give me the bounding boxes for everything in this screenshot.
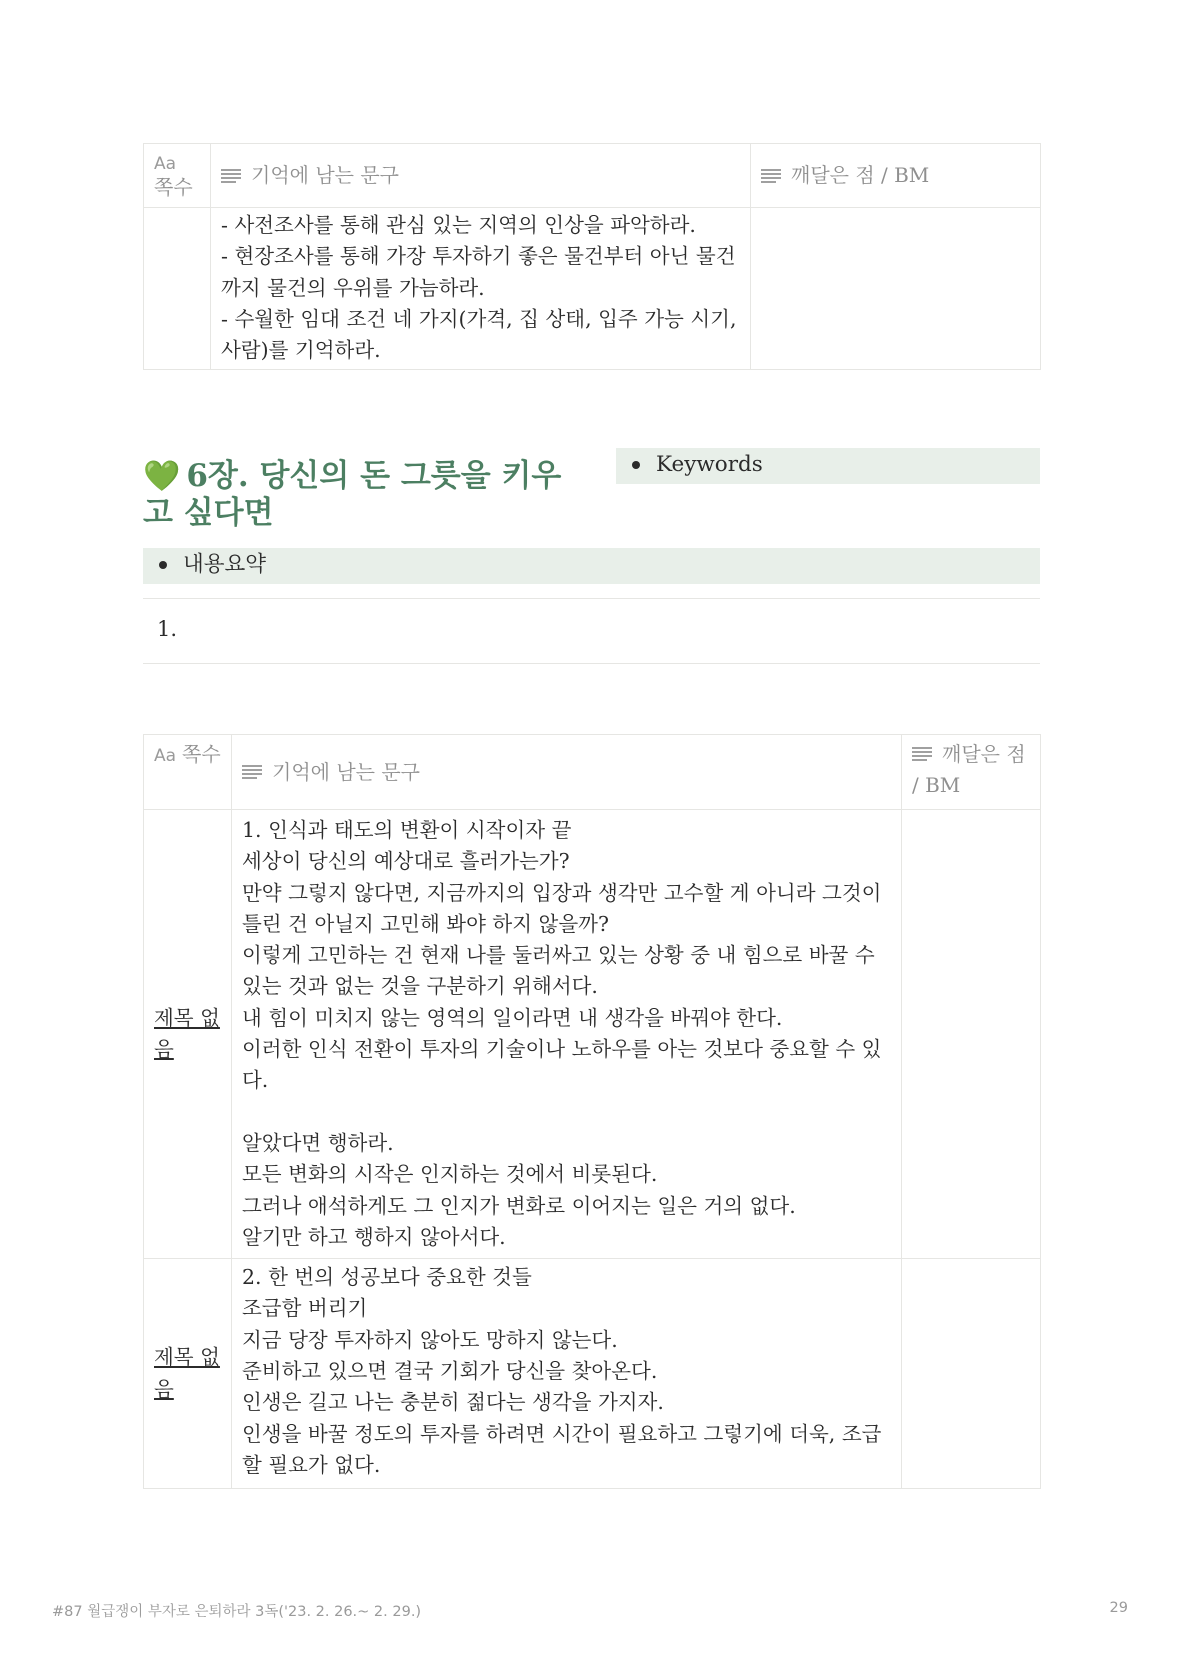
- table-row: [144, 810, 1041, 1259]
- summary-callout[interactable]: [143, 548, 1040, 584]
- header-quote-label: 기억에 남는 문구: [272, 759, 420, 784]
- table-header-row: [144, 144, 1041, 208]
- cell-quote[interactable]: 1. 인식과 태도의 변환이 시작이자 끝 세상이 당신의 예상대로 흘러가는가? 만약 그렇지 않다면, 지금까지의 입장과 생각만 고수할 게 아니라 그것이 틀린 건 아닐지 고민해 봐야 하지 않을까? 이렇게 고민하는 건 현재 나를 둘러싸고 있는 상황 중 내 힘으로 바꿀 수 있는 것과 없는 것을 구분하기 위해서다. 내 힘이 미치지 않는 영역의 일이라면 내 생각을 바꿔야 한다. 이러한 인식 전환이 투자의 기술이나 노하우를 아는 것보다 중요할 수 있 다. 알았다면 행하라. 모든 변화의 시작은 인지하는 것에서 비롯된다. 그러나 애석하게도 그 인지가 변화로 이어지는 일은 거의 없다. 알기만 하고 행하지 않아서다.: [232, 810, 902, 1259]
- text-type-icon: Aa: [154, 153, 177, 174]
- summary-label: 내용요약: [183, 552, 267, 577]
- header-page-label: 쪽수: [154, 174, 193, 199]
- quote-table-2: [143, 734, 1041, 1489]
- cell-quote[interactable]: 2. 한 번의 성공보다 중요한 것들 조급함 버리기 지금 당장 투자하지 않아도 망하지 않는다. 준비하고 있으면 결국 기회가 당신을 찾아온다. 인생은 길고 나는 충분히 젊다는 생각을 가지자. 인생을 바꿀 정도의 투자를 하려면 시간이 필요하고 그렇기에 더욱, 조급 할 필요가 없다.: [232, 1259, 902, 1489]
- cell-page[interactable]: [144, 1259, 232, 1489]
- chapter-heading: [143, 458, 573, 531]
- text-lines-icon: [761, 169, 781, 183]
- cell-insight[interactable]: [902, 810, 1041, 1259]
- header-page-label: 쪽수: [182, 742, 221, 766]
- cell-quote[interactable]: - 사전조사를 통해 관심 있는 지역의 인상을 파악하라. - 현장조사를 통해 가장 투자하기 좋은 물건부터 아닌 물건 까지 물건의 우위를 가늠하라. - 수월한 임대 조건 네 가지(가격, 집 상태, 입주 가능 시기, 사람)를 기억하라.: [211, 208, 751, 370]
- cell-page[interactable]: [144, 810, 232, 1259]
- header-insight-label: 깨달은 점 / BM: [791, 163, 930, 187]
- header-quote[interactable]: [211, 144, 751, 208]
- header-insight[interactable]: [751, 144, 1041, 208]
- cell-page[interactable]: [144, 208, 211, 370]
- keywords-callout[interactable]: [616, 448, 1040, 484]
- header-quote-label: 기억에 남는 문구: [251, 163, 399, 187]
- text-lines-icon: [912, 747, 932, 761]
- list-item[interactable]: 1.: [157, 617, 178, 641]
- text-lines-icon: [221, 169, 241, 183]
- header-page[interactable]: [144, 144, 211, 208]
- text-type-icon: Aa: [154, 746, 177, 766]
- footer-title: #87 월급쟁이 부자로 은퇴하라 3독('23. 2. 26.~ 2. 29.): [52, 1604, 422, 1620]
- header-page[interactable]: [144, 735, 232, 810]
- cell-insight[interactable]: [751, 208, 1041, 370]
- page-title-link[interactable]: 제목 없음: [154, 1005, 220, 1062]
- green-heart-icon: 💚: [143, 459, 181, 494]
- page-number: 29: [1109, 1600, 1128, 1616]
- bullet-icon: [159, 561, 167, 569]
- header-insight[interactable]: [902, 735, 1041, 810]
- keywords-label: Keywords: [656, 452, 763, 477]
- page-title-link[interactable]: 제목 없음: [154, 1345, 220, 1401]
- cell-insight[interactable]: [902, 1259, 1041, 1489]
- table-row: [144, 1259, 1041, 1489]
- bullet-icon: [632, 461, 640, 469]
- text-lines-icon: [242, 765, 262, 779]
- header-insight-label: 깨달은 점 / BM: [912, 742, 1026, 797]
- quote-table-1: [143, 143, 1041, 370]
- table-row: [144, 208, 1041, 370]
- chapter-title: 6장. 당신의 돈 그릇을 키우고 싶다면: [143, 458, 562, 531]
- table-header-row: [144, 735, 1041, 810]
- numbered-list: [143, 598, 1040, 664]
- header-quote[interactable]: [232, 735, 902, 810]
